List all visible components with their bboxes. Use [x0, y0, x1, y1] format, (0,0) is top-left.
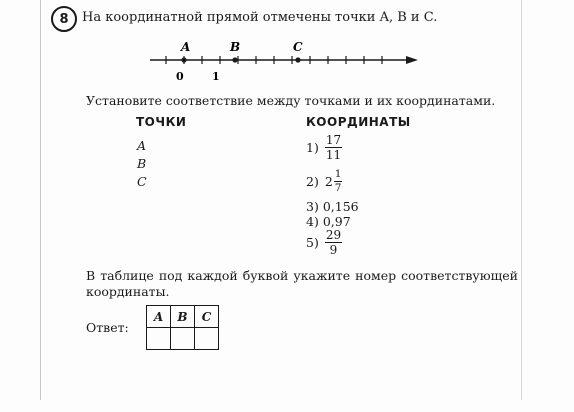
coord-option-4 — [306, 214, 351, 229]
option-number: 3) — [306, 199, 319, 214]
task-text: В таблице под каждой буквой укажите номер соответствующей координаты. — [86, 268, 518, 299]
numerator: 17 — [325, 133, 342, 147]
numerator: 1 — [334, 168, 342, 180]
answer-cell-c[interactable] — [195, 328, 219, 350]
question-text: На координатной прямой отмечены точки A, B и C. — [82, 10, 438, 25]
option-value: 0,97 — [322, 214, 351, 229]
point-item-b: B — [137, 156, 147, 171]
answer-cell-b[interactable] — [171, 328, 195, 350]
option-value: 0,156 — [322, 199, 359, 214]
coord-option-2 — [306, 169, 342, 193]
point-a-label: A — [181, 40, 191, 54]
number-line-arrow — [406, 56, 418, 64]
points-header: ТОЧКИ — [136, 115, 187, 129]
page-right-edge — [521, 0, 522, 400]
answer-label: Ответ: — [86, 320, 129, 335]
answer-header-c: C — [195, 306, 219, 328]
point-b-dot — [232, 57, 237, 62]
answer-table — [146, 305, 219, 350]
answer-header-row — [147, 306, 219, 328]
option-number: 2) — [306, 173, 319, 189]
task-number-badge — [51, 6, 77, 32]
point-c-dot — [295, 57, 300, 62]
point-c-label: C — [293, 40, 303, 54]
number-line — [150, 38, 420, 84]
numerator: 29 — [325, 228, 342, 242]
answer-input-row — [147, 328, 219, 350]
coord-option-1 — [306, 134, 342, 161]
task-number: 8 — [59, 11, 69, 27]
option-number: 4) — [306, 214, 319, 229]
fraction — [325, 229, 342, 256]
coords-header: КООРДИНАТЫ — [306, 115, 411, 129]
point-item-a: A — [137, 138, 147, 153]
denominator: 9 — [329, 243, 338, 257]
point-item-c: C — [137, 174, 147, 189]
point-b-label: B — [230, 40, 241, 54]
option-number: 5) — [306, 235, 319, 250]
instruction-text: Установите соответствие между точками и их координатами. — [86, 93, 496, 108]
page-left-edge — [40, 0, 41, 400]
tick-label-zero: 0 — [176, 70, 184, 83]
answer-header-a: A — [147, 306, 171, 328]
denominator: 7 — [334, 181, 342, 194]
point-a-dot — [181, 57, 186, 62]
option-number: 1) — [306, 140, 319, 155]
coord-option-5 — [306, 229, 342, 256]
fraction — [325, 134, 342, 161]
fraction — [334, 169, 343, 193]
whole-part: 2 — [324, 173, 333, 189]
coord-option-3 — [306, 199, 359, 214]
tick-label-one: 1 — [212, 70, 220, 83]
answer-header-b: B — [171, 306, 195, 328]
answer-cell-a[interactable] — [147, 328, 171, 350]
denominator: 11 — [325, 148, 342, 162]
